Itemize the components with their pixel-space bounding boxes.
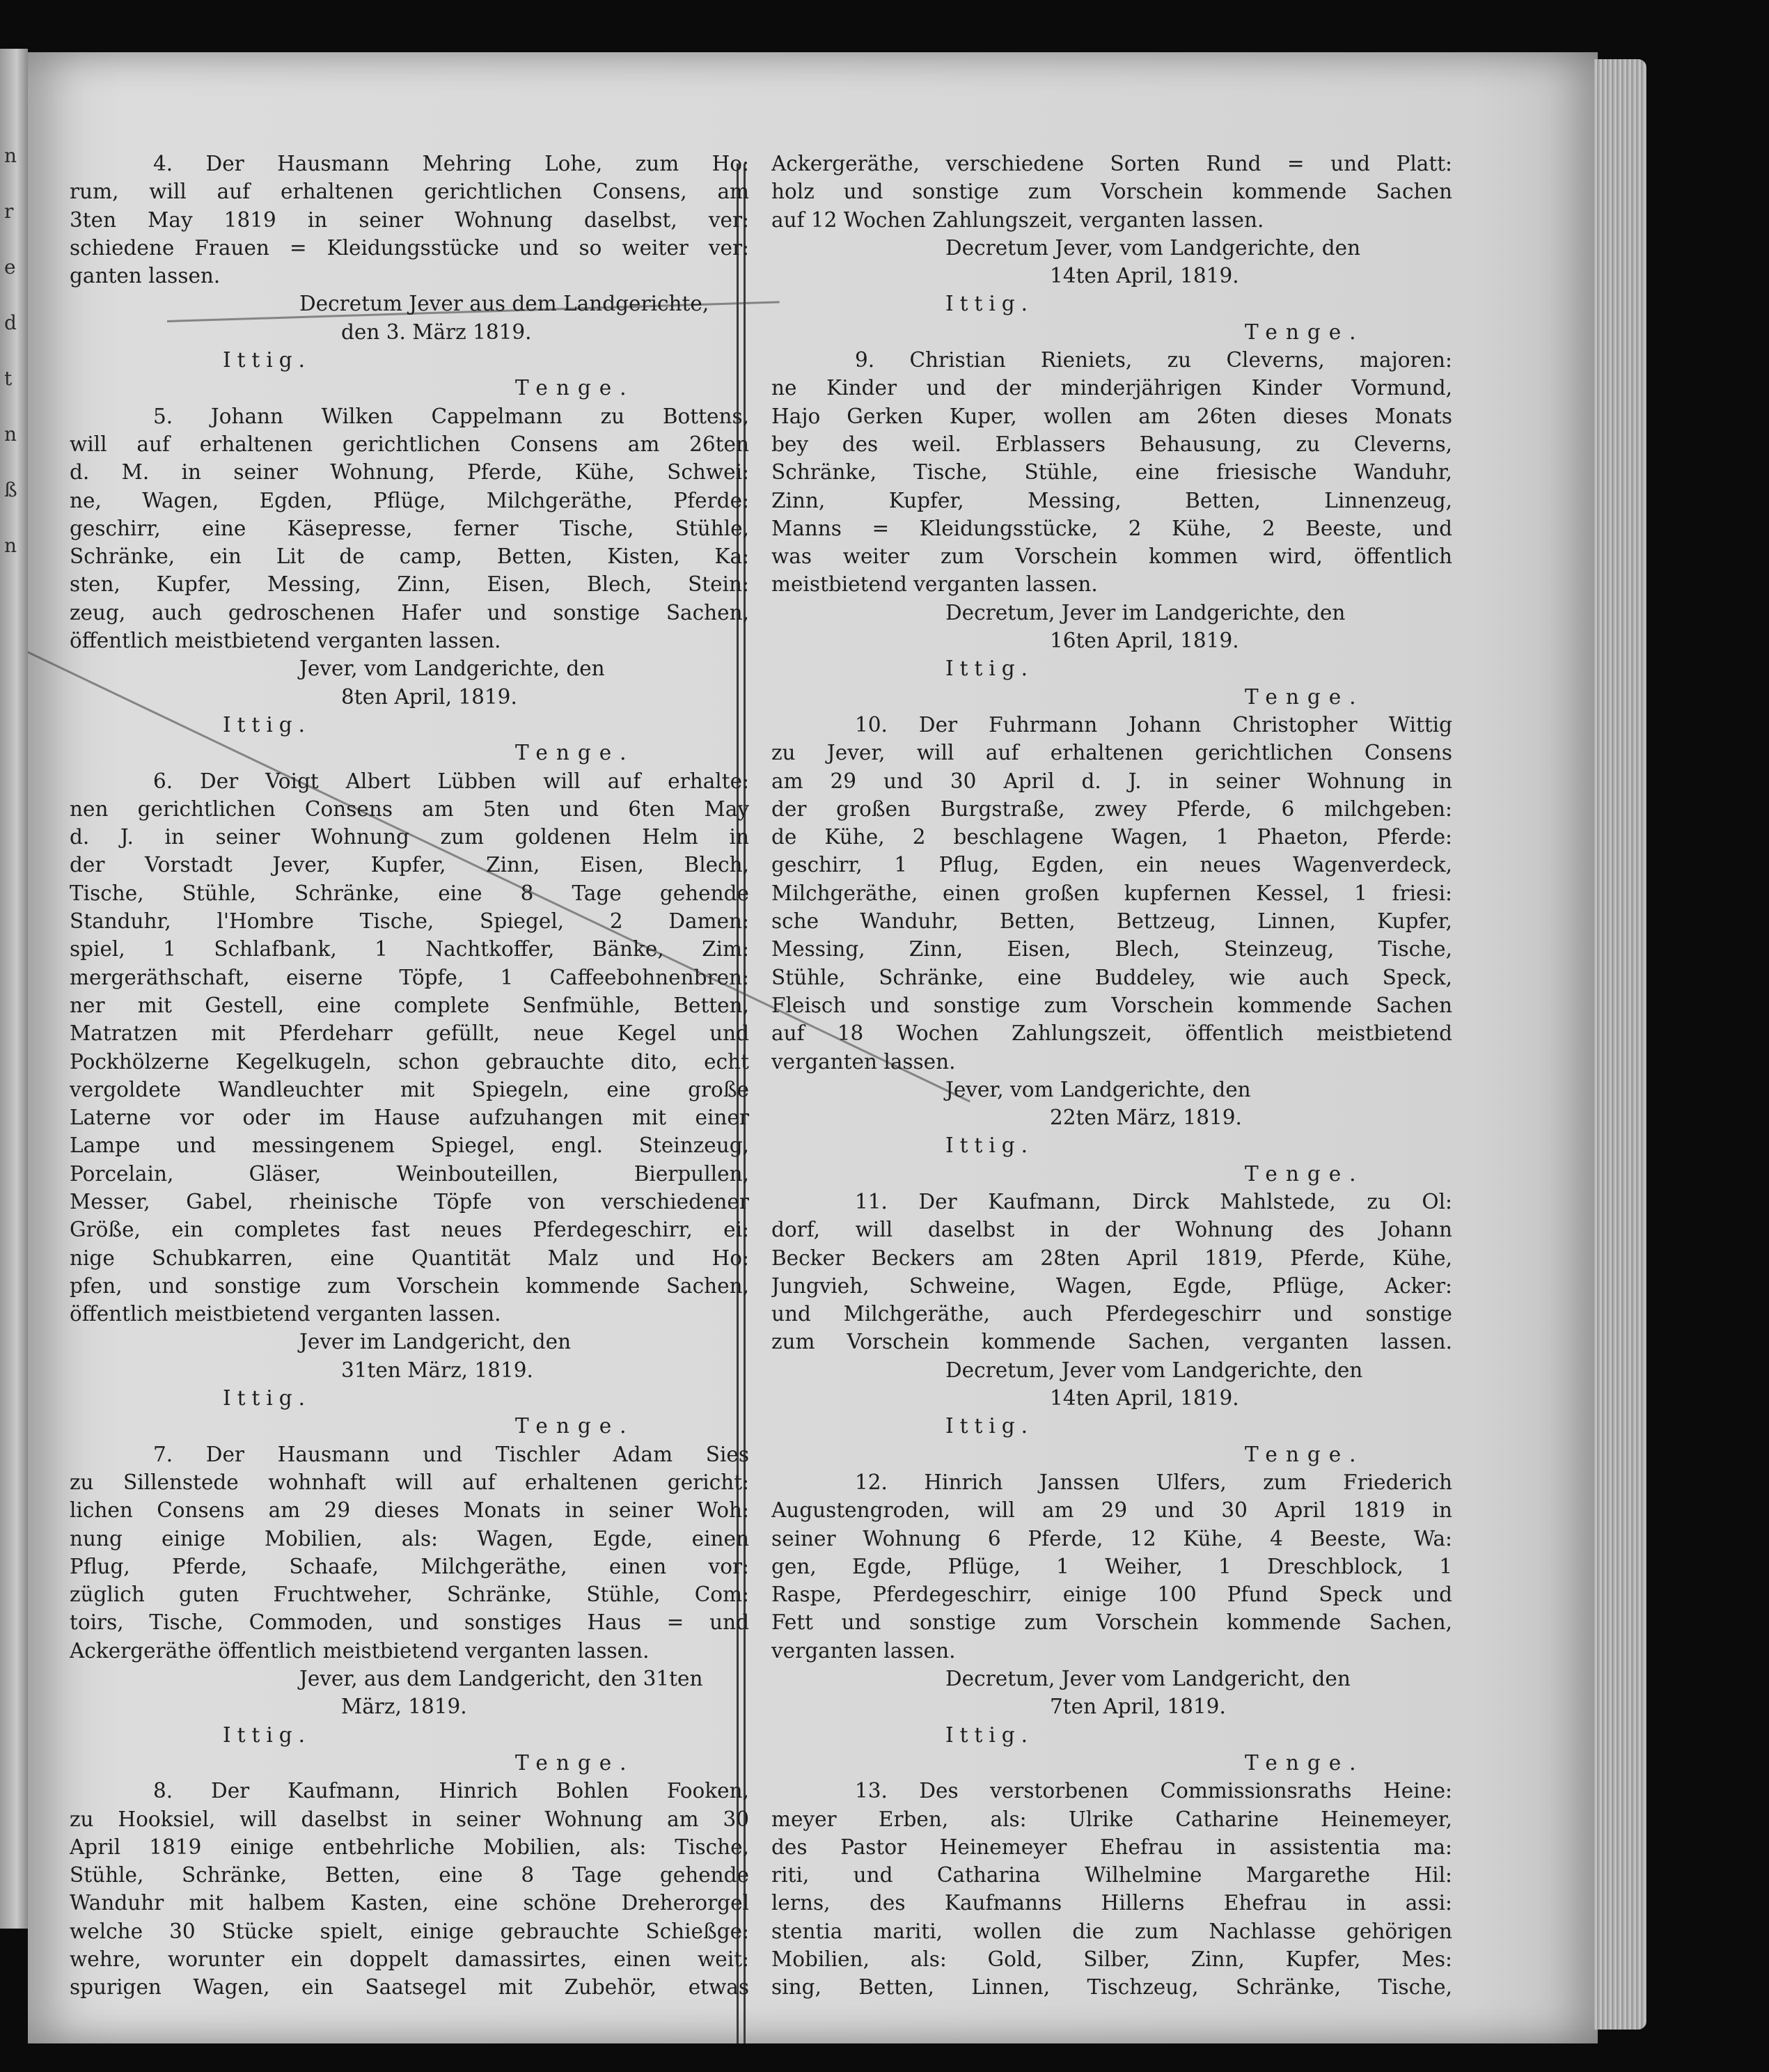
text-line: Tenge.: [1245, 1161, 1365, 1186]
text-line: des Pastor Heinemeyer Ehefrau in assistentia ma:: [771, 1835, 1452, 1859]
text-line: Tenge.: [515, 741, 635, 765]
text-line: welche 30 Stücke spielt, einige gebrauchte Schießge:: [70, 1919, 749, 1943]
text-line: 14ten April, 1819.: [1050, 1386, 1239, 1411]
text-line: Zinn, Kupfer, Messing, Betten, Linnenzeug,: [771, 488, 1452, 512]
text-line: vergoldete Wandleuchter mit Spiegeln, eine große: [70, 1077, 749, 1101]
text-line: Decretum, Jever im Landgerichte, den: [945, 600, 1346, 625]
text-line: Matratzen mit Pferdeharr gefüllt, neue Kegel und: [70, 1021, 749, 1046]
text-line: spurigen Wagen, ein Saatsegel mit Zubehör, etwas: [70, 1975, 749, 2000]
text-line: ne Kinder und der minderjährigen Kinder Vormund,: [771, 376, 1452, 400]
text-line: was weiter zum Vorschein kommen wird, öffentlich: [771, 544, 1452, 569]
text-line: Tenge.: [515, 376, 635, 400]
text-line: mergeräthschaft, eiserne Töpfe, 1 Caffeebohnenbren:: [70, 965, 749, 989]
text-line: geschirr, 1 Pflug, Egden, ein neues Wagenverdeck,: [771, 853, 1452, 877]
text-line: riti, und Catharina Wilhelmine Margarethe Hil:: [771, 1863, 1452, 1887]
text-line: Tische, Stühle, Schränke, eine 8 Tage gehende: [70, 881, 749, 905]
text-line: nen gerichtlichen Consens am 5ten und 6ten May: [70, 796, 749, 821]
text-line: will auf erhaltenen gerichtlichen Consens am 26ten: [70, 432, 749, 456]
book-page-edges: [1594, 59, 1646, 2030]
text-line: Jever, aus dem Landgericht, den 31ten: [299, 1667, 703, 1691]
text-line: der Vorstadt Jever, Kupfer, Zinn, Eisen, Blech,: [70, 853, 749, 877]
text-line: zu Jever, will auf erhaltenen gerichtlichen Consens: [771, 741, 1452, 765]
previous-page-letter: n: [4, 144, 17, 167]
text-line: öffentlich meistbietend verganten lassen.: [70, 1302, 501, 1326]
text-line: Tenge.: [1245, 1750, 1365, 1775]
text-line: Milchgeräthe, einen großen kupfernen Kessel, 1 friesi:: [771, 881, 1452, 905]
text-line: Tenge.: [1245, 684, 1365, 709]
text-line: ne, Wagen, Egden, Pflüge, Milchgeräthe, Pferde:: [70, 488, 749, 512]
text-line: nung einige Mobilien, als: Wagen, Egde, einen: [70, 1526, 749, 1551]
text-line: Ackergeräthe öffentlich meistbietend verganten lassen.: [70, 1638, 650, 1663]
text-line: Stühle, Schränke, Betten, eine 8 Tage gehende: [70, 1863, 749, 1887]
text-line: Ittig.: [223, 1722, 312, 1747]
text-line: Tenge.: [515, 1414, 635, 1438]
text-line: 12. Hinrich Janssen Ulfers, zum Friederich: [855, 1470, 1452, 1494]
text-line: Schränke, Tische, Stühle, eine friesische Wanduhr,: [771, 460, 1452, 485]
text-line: Lampe und messingenem Spiegel, engl. Steinzeug,: [70, 1133, 749, 1158]
text-line: Standuhr, l'Hombre Tische, Spiegel, 2 Damen:: [70, 909, 749, 934]
text-line: öffentlich meistbietend verganten lassen.: [70, 629, 501, 653]
previous-page-letter: t: [4, 367, 13, 390]
text-line: ner mit Gestell, eine complete Senfmühle, Betten,: [70, 993, 749, 1017]
text-line: sten, Kupfer, Messing, Zinn, Eisen, Blech, Stein:: [70, 572, 749, 597]
text-line: Ittig.: [945, 292, 1035, 316]
previous-page-letter: ß: [4, 478, 17, 501]
text-line: geschirr, eine Käsepresse, ferner Tische, Stühle,: [70, 516, 749, 540]
text-line: pfen, und sonstige zum Vorschein kommende Sachen,: [70, 1273, 749, 1298]
text-line: nige Schubkarren, eine Quantität Malz und Ho:: [70, 1246, 749, 1270]
text-line: Ittig.: [945, 1722, 1035, 1747]
text-line: 4. Der Hausmann Mehring Lohe, zum Ho:: [153, 152, 749, 175]
text-line: Decretum, Jever vom Landgericht, den: [945, 1667, 1351, 1691]
text-line: Ittig.: [945, 657, 1035, 681]
document-page: [28, 52, 1598, 2043]
text-line: April 1819 einige entbehrliche Mobilien, als: Tische,: [70, 1835, 749, 1859]
text-line: 8ten April, 1819.: [341, 684, 517, 709]
text-line: Porcelain, Gläser, Weinbouteillen, Bierpullen,: [70, 1161, 749, 1186]
text-line: Jever, vom Landgerichte, den: [299, 657, 605, 681]
text-line: meistbietend verganten lassen.: [771, 572, 1098, 597]
text-line: am 29 und 30 April d. J. in seiner Wohnung in: [771, 769, 1452, 793]
text-line: März, 1819.: [341, 1695, 467, 1719]
text-line: ganten lassen.: [70, 264, 221, 288]
text-line: Decretum, Jever vom Landgerichte, den: [945, 1358, 1363, 1382]
previous-page-letter: r: [4, 200, 14, 223]
text-line: Decretum Jever, vom Landgerichte, den: [945, 235, 1361, 260]
text-line: Mobilien, als: Gold, Silber, Zinn, Kupfer, Mes:: [771, 1947, 1452, 1971]
previous-page-letter: n: [4, 534, 17, 557]
text-line: seiner Wohnung 6 Pferde, 12 Kühe, 4 Beeste, Wa:: [771, 1526, 1452, 1551]
text-line: gen, Egde, Pflüge, 1 Weiher, 1 Dreschblock, 1: [771, 1554, 1452, 1578]
text-line: 13. Des verstorbenen Commissionsraths Heine:: [855, 1779, 1452, 1803]
text-line: Ackergeräthe, verschiedene Sorten Rund = und Platt:: [771, 152, 1452, 175]
text-line: meyer Erben, als: Ulrike Catharine Heinemeyer,: [771, 1807, 1452, 1831]
text-line: Ittig.: [945, 1414, 1035, 1438]
text-line: d. M. in seiner Wohnung, Pferde, Kühe, Schwei:: [70, 460, 749, 485]
text-line: 10. Der Fuhrmann Johann Christopher Wittig: [855, 712, 1452, 737]
text-line: schiedene Frauen = Kleidungsstücke und so weiter ver:: [70, 235, 749, 260]
text-line: 14ten April, 1819.: [1050, 264, 1239, 288]
text-line: 6. Der Voigt Albert Lübben will auf erhalte:: [153, 769, 749, 793]
text-line: der großen Burgstraße, zwey Pferde, 6 milchgeben:: [771, 796, 1452, 821]
text-line: Größe, ein completes fast neues Pferdegeschirr, ei:: [70, 1218, 749, 1242]
text-line: spiel, 1 Schlafbank, 1 Nachtkoffer, Bänke, Zim:: [70, 937, 749, 962]
text-line: verganten lassen.: [771, 1049, 956, 1074]
text-line: d. J. in seiner Wohnung zum goldenen Helm in: [70, 825, 749, 849]
text-line: Tenge.: [1245, 320, 1365, 344]
text-line: und Milchgeräthe, auch Pferdegeschirr und sonstige: [771, 1302, 1452, 1326]
text-line: 3ten May 1819 in seiner Wohnung daselbst, ver:: [70, 207, 749, 232]
previous-page-edge: [0, 49, 28, 1929]
text-line: verganten lassen.: [771, 1638, 956, 1663]
text-line: Ittig.: [223, 1386, 312, 1411]
text-line: Messer, Gabel, rheinische Töpfe von verschiedener: [70, 1189, 749, 1214]
text-line: Ittig.: [223, 348, 312, 372]
text-line: Hajo Gerken Kuper, wollen am 26ten dieses Monats: [771, 404, 1452, 428]
left-text-column: [70, 150, 749, 2002]
text-line: Jever, vom Landgerichte, den: [945, 1077, 1251, 1101]
text-line: dorf, will daselbst in der Wohnung des Johann: [771, 1218, 1452, 1242]
text-line: auf 18 Wochen Zahlungszeit, öffentlich meistbietend: [771, 1021, 1452, 1046]
text-line: 5. Johann Wilken Cappelmann zu Bottens,: [153, 404, 749, 428]
right-text-column: [771, 150, 1452, 2002]
text-line: Laterne vor oder im Hause aufzuhangen mit einer: [70, 1106, 749, 1130]
text-line: Messing, Zinn, Eisen, Blech, Steinzeug, Tische,: [771, 937, 1452, 962]
text-line: Stühle, Schränke, eine Buddeley, wie auch Speck,: [771, 965, 1452, 989]
text-line: auf 12 Wochen Zahlungszeit, verganten lassen.: [771, 207, 1264, 232]
text-line: Tenge.: [515, 1750, 635, 1775]
text-line: stentia mariti, wollen die zum Nachlasse gehörigen: [771, 1919, 1452, 1943]
previous-page-letter: e: [4, 256, 16, 278]
text-line: lerns, des Kaufmanns Hillerns Ehefrau in assi:: [771, 1891, 1452, 1915]
previous-page-letter: d: [4, 311, 17, 334]
text-line: Fett und sonstige zum Vorschein kommende Sachen,: [771, 1610, 1452, 1635]
text-line: Ittig.: [223, 712, 312, 737]
text-line: 22ten März, 1819.: [1050, 1106, 1242, 1130]
text-line: 16ten April, 1819.: [1050, 629, 1239, 653]
text-line: de Kühe, 2 beschlagene Wagen, 1 Phaeton, Pferde:: [771, 825, 1452, 849]
text-line: Becker Beckers am 28ten April 1819, Pferde, Kühe,: [771, 1246, 1452, 1270]
text-line: bey des weil. Erblassers Behausung, zu Cleverns,: [771, 432, 1452, 456]
text-line: 9. Christian Rieniets, zu Cleverns, majoren:: [855, 348, 1452, 372]
text-line: 7ten April, 1819.: [1050, 1695, 1226, 1719]
text-line: sing, Betten, Linnen, Tischzeug, Schränke, Tische,: [771, 1975, 1452, 2000]
text-line: 8. Der Kaufmann, Hinrich Bohlen Fooken,: [153, 1779, 749, 1803]
text-line: Tenge.: [1245, 1442, 1365, 1466]
text-line: Decretum Jever aus dem Landgerichte,: [299, 292, 709, 316]
text-line: zu Hooksiel, will daselbst in seiner Wohnung am 30: [70, 1807, 749, 1831]
text-line: Jungvieh, Schweine, Wagen, Egde, Pflüge, Acker:: [771, 1273, 1452, 1298]
text-line: rum, will auf erhaltenen gerichtlichen Consens, am: [70, 180, 749, 204]
text-line: Schränke, ein Lit de camp, Betten, Kisten, Ka:: [70, 544, 749, 569]
text-line: toirs, Tische, Commoden, und sonstiges Haus = und: [70, 1610, 749, 1635]
text-line: Manns = Kleidungsstücke, 2 Kühe, 2 Beeste, und: [771, 516, 1452, 540]
text-line: Wanduhr mit halbem Kasten, eine schöne Dreherorgel: [70, 1891, 749, 1915]
text-line: zeug, auch gedroschenen Hafer und sonstige Sachen,: [70, 600, 749, 625]
text-line: Raspe, Pferdegeschirr, einige 100 Pfund Speck und: [771, 1583, 1452, 1607]
text-line: Pflug, Pferde, Schaafe, Milchgeräthe, einen vor:: [70, 1554, 749, 1578]
text-line: Augustengroden, will am 29 und 30 April 1819 in: [771, 1498, 1452, 1523]
text-line: Ittig.: [945, 1133, 1035, 1158]
text-line: Fleisch und sonstige zum Vorschein kommende Sachen: [771, 993, 1452, 1017]
text-line: lichen Consens am 29 dieses Monats in seiner Woh:: [70, 1498, 749, 1523]
text-line: 7. Der Hausmann und Tischler Adam Sies: [153, 1442, 749, 1466]
text-line: zu Sillenstede wohnhaft will auf erhaltenen gericht:: [70, 1470, 749, 1494]
text-line: Jever im Landgericht, den: [299, 1330, 572, 1354]
text-line: den 3. März 1819.: [341, 320, 532, 344]
text-line: 11. Der Kaufmann, Dirck Mahlstede, zu Ol:: [855, 1189, 1452, 1214]
previous-page-letter: n: [4, 423, 17, 446]
text-line: zum Vorschein kommende Sachen, verganten lassen.: [771, 1330, 1452, 1354]
text-line: wehre, worunter ein doppelt damassirtes, einen weit:: [70, 1947, 749, 1971]
text-line: sche Wanduhr, Betten, Bettzeug, Linnen, Kupfer,: [771, 909, 1452, 934]
text-line: Pockhölzerne Kegelkugeln, schon gebrauchte dito, echt: [70, 1049, 749, 1074]
text-line: holz und sonstige zum Vorschein kommende Sachen: [771, 180, 1452, 204]
text-line: züglich guten Fruchtweher, Schränke, Stühle, Com:: [70, 1583, 749, 1607]
text-line: 31ten März, 1819.: [341, 1358, 533, 1382]
